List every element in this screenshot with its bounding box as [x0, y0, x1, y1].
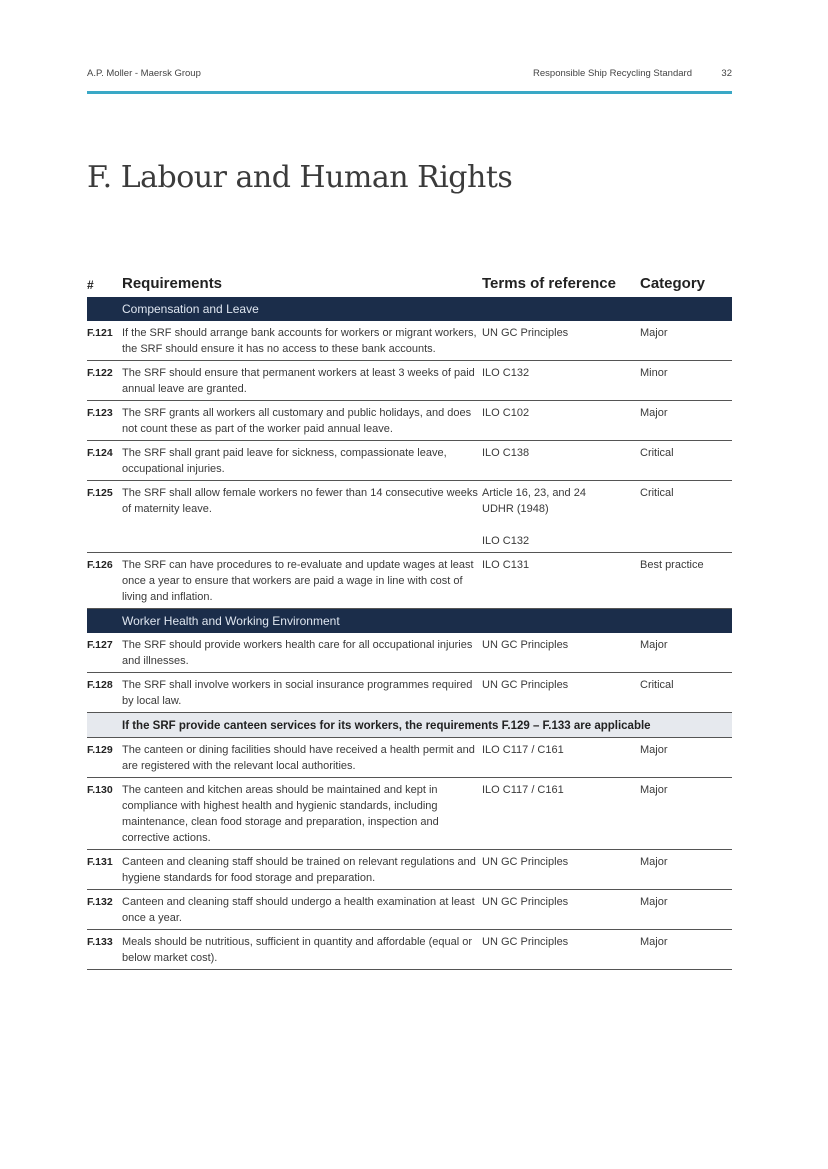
terms-line: UN GC Principles [482, 896, 569, 908]
category: Major [640, 407, 668, 419]
requirement-id: F.131 [87, 856, 113, 868]
table-row [87, 633, 732, 673]
terms-of-reference [482, 677, 640, 709]
requirement-text: The SRF shall allow female workers no fewer than 14 consecutive weeks of maternity leave. [122, 487, 478, 515]
requirement-id: F.124 [87, 447, 113, 459]
requirement-text: Canteen and cleaning staff should undergo a health examination at least once a year. [122, 896, 475, 924]
category: Major [640, 936, 668, 948]
requirement-id: F.123 [87, 407, 113, 419]
terms-gap [482, 517, 640, 533]
table-row [87, 321, 732, 361]
header-org: A.P. Moller - Maersk Group [87, 68, 201, 79]
requirement-text: The SRF shall grant paid leave for sickness, compassionate leave, occupational injuries. [122, 447, 447, 475]
terms-of-reference [482, 894, 640, 926]
category: Major [640, 784, 668, 796]
terms-of-reference [482, 405, 640, 437]
table-row [87, 890, 732, 930]
requirement-text: Meals should be nutritious, sufficient in quantity and affordable (equal or below market cost). [122, 936, 472, 964]
table-row [87, 553, 732, 609]
category: Major [640, 639, 668, 651]
terms-line: UN GC Principles [482, 327, 569, 339]
table-row [87, 361, 732, 401]
terms-line: UN GC Principles [482, 639, 569, 651]
terms-of-reference [482, 934, 640, 966]
conditional-subheading: If the SRF provide canteen services for its workers, the requirements F.129 – F.133 are applicable [87, 713, 732, 738]
requirement-id: F.126 [87, 559, 113, 571]
terms-line: ILO C131 [482, 559, 530, 571]
terms-of-reference [482, 365, 640, 397]
requirement-id: F.130 [87, 784, 113, 796]
table-row [87, 738, 732, 778]
category: Major [640, 856, 668, 868]
category: Major [640, 896, 668, 908]
requirement-id: F.122 [87, 367, 113, 379]
requirement-id: F.125 [87, 487, 113, 499]
column-header-terms: Terms of reference [482, 275, 616, 292]
header-doc-title: Responsible Ship Recycling Standard [533, 68, 692, 79]
requirement-id: F.128 [87, 679, 113, 691]
terms-line: ILO C132 [482, 535, 530, 547]
terms-of-reference [482, 742, 640, 774]
requirement-text: The SRF should provide workers health care for all occupational injuries and illnesses. [122, 639, 473, 667]
terms-line: ILO C117 / C161 [482, 744, 564, 756]
requirement-id: F.129 [87, 744, 113, 756]
requirements-table [87, 275, 732, 970]
terms-line: UN GC Principles [482, 936, 569, 948]
category: Major [640, 327, 668, 339]
table-row [87, 850, 732, 890]
category: Best practice [640, 559, 704, 571]
terms-of-reference [482, 557, 640, 605]
terms-line: UN GC Principles [482, 679, 569, 691]
table-row [87, 673, 732, 713]
requirement-text: The SRF can have procedures to re-evaluate and update wages at least once a year to ensure that workers are paid a wage in line with cost of living and inflation. [122, 559, 474, 603]
requirement-text: The canteen or dining facilities should have received a health permit and are registered with the relevant local authorities. [122, 744, 475, 772]
column-header-category: Category [640, 275, 706, 292]
table-body [87, 297, 732, 970]
table-row [87, 778, 732, 850]
terms-line: UN GC Principles [482, 856, 569, 868]
requirement-text: The canteen and kitchen areas should be maintained and kept in compliance with highest health and hygienic standards, including maintenance, clean food storage and preparation, inspection and corrective actions. [122, 784, 439, 844]
table-header [87, 275, 732, 297]
header-rule [87, 91, 732, 94]
page-title: F. Labour and Human Rights [87, 160, 513, 195]
page-number: 32 [721, 68, 732, 79]
category: Minor [640, 367, 668, 379]
requirement-id: F.127 [87, 639, 113, 651]
requirement-text: The SRF shall involve workers in social insurance programmes required by local law. [122, 679, 473, 707]
terms-of-reference [482, 637, 640, 669]
terms-of-reference [482, 485, 640, 549]
terms-line: Article 16, 23, and 24 [482, 487, 586, 499]
requirement-id: F.132 [87, 896, 113, 908]
terms-of-reference [482, 854, 640, 886]
requirement-text: Canteen and cleaning staff should be trained on relevant regulations and hygiene standards for food storage and preparation. [122, 856, 476, 884]
category: Major [640, 744, 668, 756]
table-row [87, 930, 732, 970]
requirement-id: F.133 [87, 936, 113, 948]
table-row [87, 441, 732, 481]
requirement-text: The SRF grants all workers all customary and public holidays, and does not count these as part of the worker paid annual leave. [122, 407, 472, 435]
requirement-text: If the SRF should arrange bank accounts for workers or migrant workers, the SRF should ensure it has no access to these bank accounts. [122, 327, 477, 355]
table-row [87, 401, 732, 441]
terms-of-reference [482, 325, 640, 357]
category: Critical [640, 487, 674, 499]
column-header-requirements: Requirements [122, 275, 223, 292]
terms-line: ILO C102 [482, 407, 530, 419]
requirement-text: The SRF should ensure that permanent workers at least 3 weeks of paid annual leave are granted. [122, 367, 475, 395]
terms-line: UDHR (1948) [482, 503, 549, 515]
table-row [87, 481, 732, 553]
section-heading: Worker Health and Working Environment [87, 609, 732, 633]
terms-of-reference [482, 445, 640, 477]
terms-line: ILO C117 / C161 [482, 784, 564, 796]
category: Critical [640, 447, 674, 459]
category: Critical [640, 679, 674, 691]
terms-line: ILO C138 [482, 447, 530, 459]
section-heading: Compensation and Leave [87, 297, 732, 321]
terms-of-reference [482, 782, 640, 846]
terms-line: ILO C132 [482, 367, 530, 379]
requirement-id: F.121 [87, 327, 113, 339]
column-header-id: # [87, 278, 94, 292]
page-header [87, 68, 732, 82]
